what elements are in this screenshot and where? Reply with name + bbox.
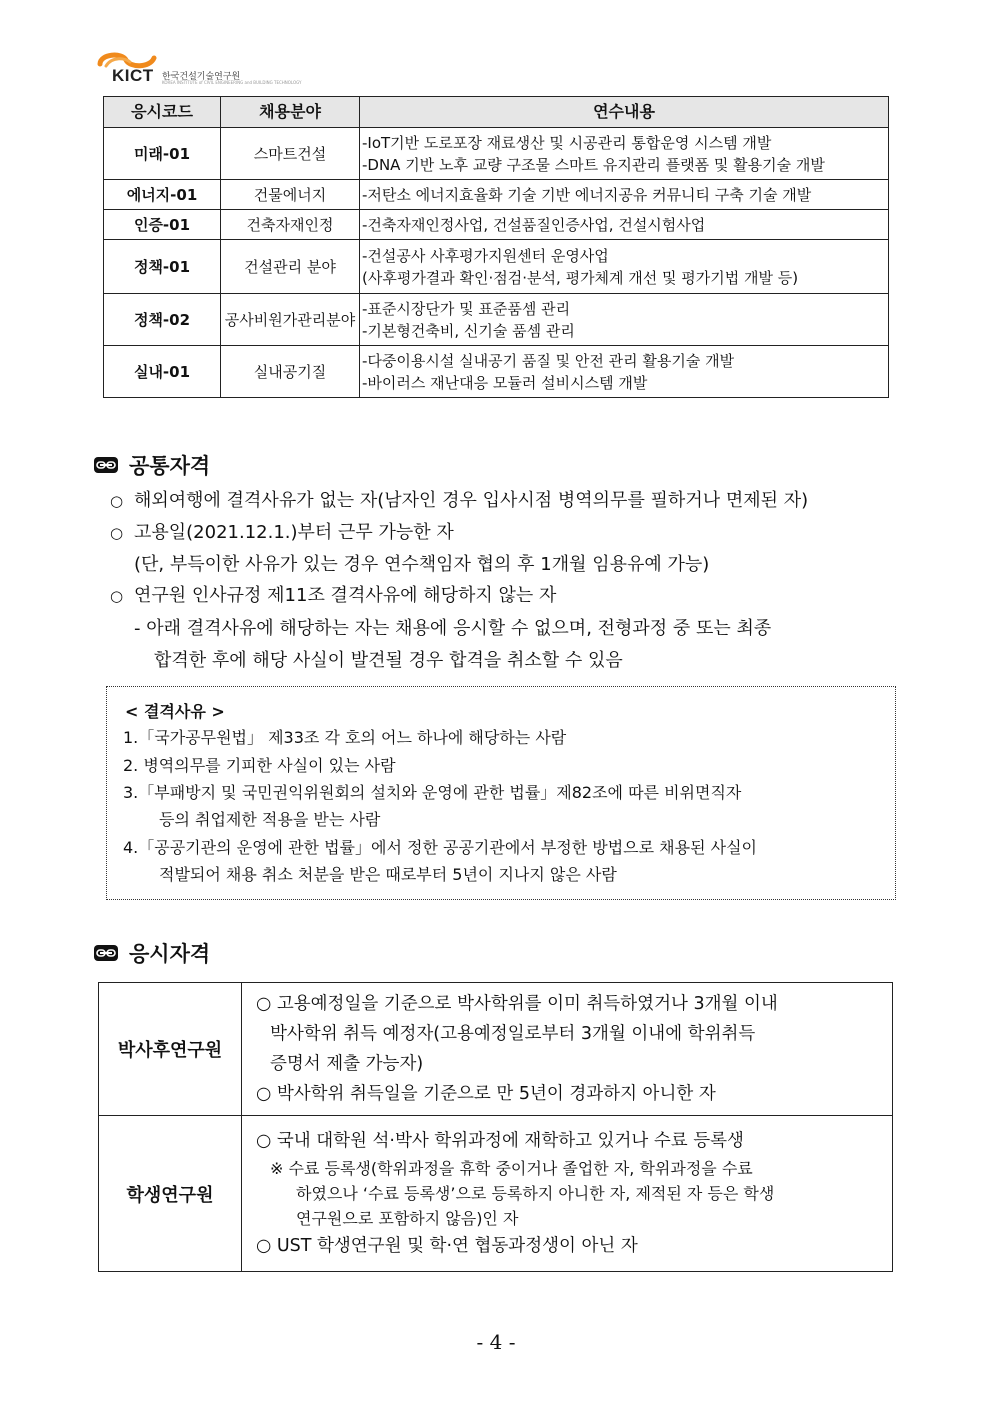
desc-line: (사후평가결과 확인·점검·분석, 평가체계 개선 및 평가기법 개발 등) [362,268,799,287]
table-row [104,346,889,398]
elig-note-line: 연구원으로 포함하지 않음)인 자 [296,1209,519,1228]
logo-text: KICT [112,66,154,85]
row-code: 정책-02 [104,294,221,346]
disqualify-line: 2. 병역의무를 기피한 사실이 있는 사람 [123,756,396,775]
row-code: 실내-01 [104,346,221,398]
table-row [104,240,889,294]
desc-line: -기본형건축비, 신기술 품셈 관리 [362,321,575,340]
table-row [104,294,889,346]
common-subitem: - 아래 결격사유에 해당하는 자는 채용에 응시할 수 없으며, 전형과정 중 또는 최종 [134,618,772,639]
row-desc [360,210,889,240]
desc-line: -건축자재인정사업, 건설품질인증사업, 건설시험사업 [362,215,706,234]
row-desc [360,128,889,180]
bullet-icon: ○ [110,524,124,542]
table-row [104,128,889,180]
desc-line: -건설공사 사후평가지원센터 운영사업 [362,246,609,265]
row-field: 건설관리 분야 [221,240,360,294]
row-body [242,1116,893,1272]
row-field: 건물에너지 [221,180,360,210]
table-row [104,180,889,210]
common-item-note: (단, 부득이한 사유가 있는 경우 연수책임자 협의 후 1개월 임용유예 가능) [134,554,710,575]
section-title-text: 공통자격 [129,454,211,478]
disqualify-title: < 결격사유 > [125,702,225,721]
eligibility-table [98,982,893,1272]
header-field: 채용분야 [221,97,360,128]
page-number: - 4 - [476,1330,516,1354]
header-code: 응시코드 [104,97,221,128]
bullet-icon: ○ [110,587,124,605]
common-subitem-cont: 합격한 후에 해당 사실이 발견될 경우 합격을 취소할 수 있음 [154,650,623,671]
elig-note-line: 하였으나 ‘수료 등록생’으로 등록하지 아니한 자, 제적된 자 등은 학생 [296,1184,775,1203]
kict-logo [96,50,302,85]
row-header: 박사후연구원 [99,983,242,1116]
elig-note-line: ※ 수료 등록생(학위과정을 휴학 중이거나 졸업한 자, 학위과정을 수료 [270,1159,753,1178]
disqualify-line: 3.「부패방지 및 국민권익위원회의 설치와 운영에 관한 법률」제82조에 따른 비위면직자 [123,783,742,802]
table-header-row [104,97,889,128]
table-row [99,1116,893,1272]
row-code: 정책-01 [104,240,221,294]
training-table [103,96,889,398]
disqualify-line: 1.「국가공무원법」 제33조 각 호의 어느 하나에 해당하는 사람 [123,728,567,747]
row-desc [360,240,889,294]
disqualify-line: 등의 취업제한 적용을 받는 사람 [159,810,381,829]
org-subtitle: KOREA INSTITUTE of CIVIL ENGINEERING and BUILDING TECHNOLOGY [162,80,302,85]
elig-line: 박사학위 취득 예정자(고용예정일로부터 3개월 이내에 학위취득 [270,1024,756,1044]
row-header: 학생연구원 [99,1116,242,1272]
elig-line: ○ 국내 대학원 석·박사 학위과정에 재학하고 있거나 수료 등록생 [256,1131,744,1151]
row-field: 실내공기질 [221,346,360,398]
section-eligibility-title [93,938,210,968]
row-field: 공사비원가관리분야 [221,294,360,346]
desc-line: -다중이용시설 실내공기 품질 및 안전 관리 활용기술 개발 [362,351,735,370]
disqualify-line: 적발되어 채용 취소 처분을 받은 때로부터 5년이 지나지 않은 사람 [159,865,617,884]
bullet-icon: ○ [110,492,124,510]
row-desc [360,346,889,398]
row-field: 건축자재인정 [221,210,360,240]
row-field: 스마트건설 [221,128,360,180]
desc-line: -IoT기반 도로포장 재료생산 및 시공관리 통합운영 시스템 개발 [362,133,772,152]
table-row [99,983,893,1116]
common-item: 해외여행에 결격사유가 없는 자(남자인 경우 입사시점 병역의무를 필하거나 면제된 자) [134,490,809,511]
elig-line: ○ 박사학위 취득일을 기준으로 만 5년이 경과하지 아니한 자 [256,1084,716,1104]
section-title-text: 응시자격 [129,942,211,966]
row-code: 에너지-01 [104,180,221,210]
row-desc [360,294,889,346]
link-icon [93,456,119,474]
header-content: 연수내용 [360,97,889,128]
desc-line: -바이러스 재난대응 모듈러 설비시스템 개발 [362,373,648,392]
desc-line: -DNA 기반 노후 교량 구조물 스마트 유지관리 플랫폼 및 활용기술 개발 [362,155,825,174]
row-code: 인증-01 [104,210,221,240]
disqualify-box [106,686,896,900]
elig-line: ○ UST 학생연구원 및 학·연 협동과정생이 아닌 자 [256,1236,638,1256]
elig-line: 증명서 제출 가능자) [270,1054,424,1074]
elig-line: ○ 고용예정일을 기준으로 박사학위를 이미 취득하였거나 3개월 이내 [256,994,778,1014]
desc-line: -저탄소 에너지효율화 기술 기반 에너지공유 커뮤니티 구축 기술 개발 [362,185,812,204]
section-common-title [93,450,210,480]
row-desc [360,180,889,210]
desc-line: -표준시장단가 및 표준품셈 관리 [362,299,571,318]
row-body [242,983,893,1116]
disqualify-line: 4.「공공기관의 운영에 관한 법률」에서 정한 공공기관에서 부정한 방법으로 채용된 사실이 [123,838,757,857]
common-item: 연구원 인사규정 제11조 결격사유에 해당하지 않는 자 [134,585,557,606]
common-item: 고용일(2021.12.1.)부터 근무 가능한 자 [134,522,454,543]
link-icon [93,944,119,962]
row-code: 미래-01 [104,128,221,180]
table-row [104,210,889,240]
org-name: 한국건설기술연구원 [162,72,241,82]
